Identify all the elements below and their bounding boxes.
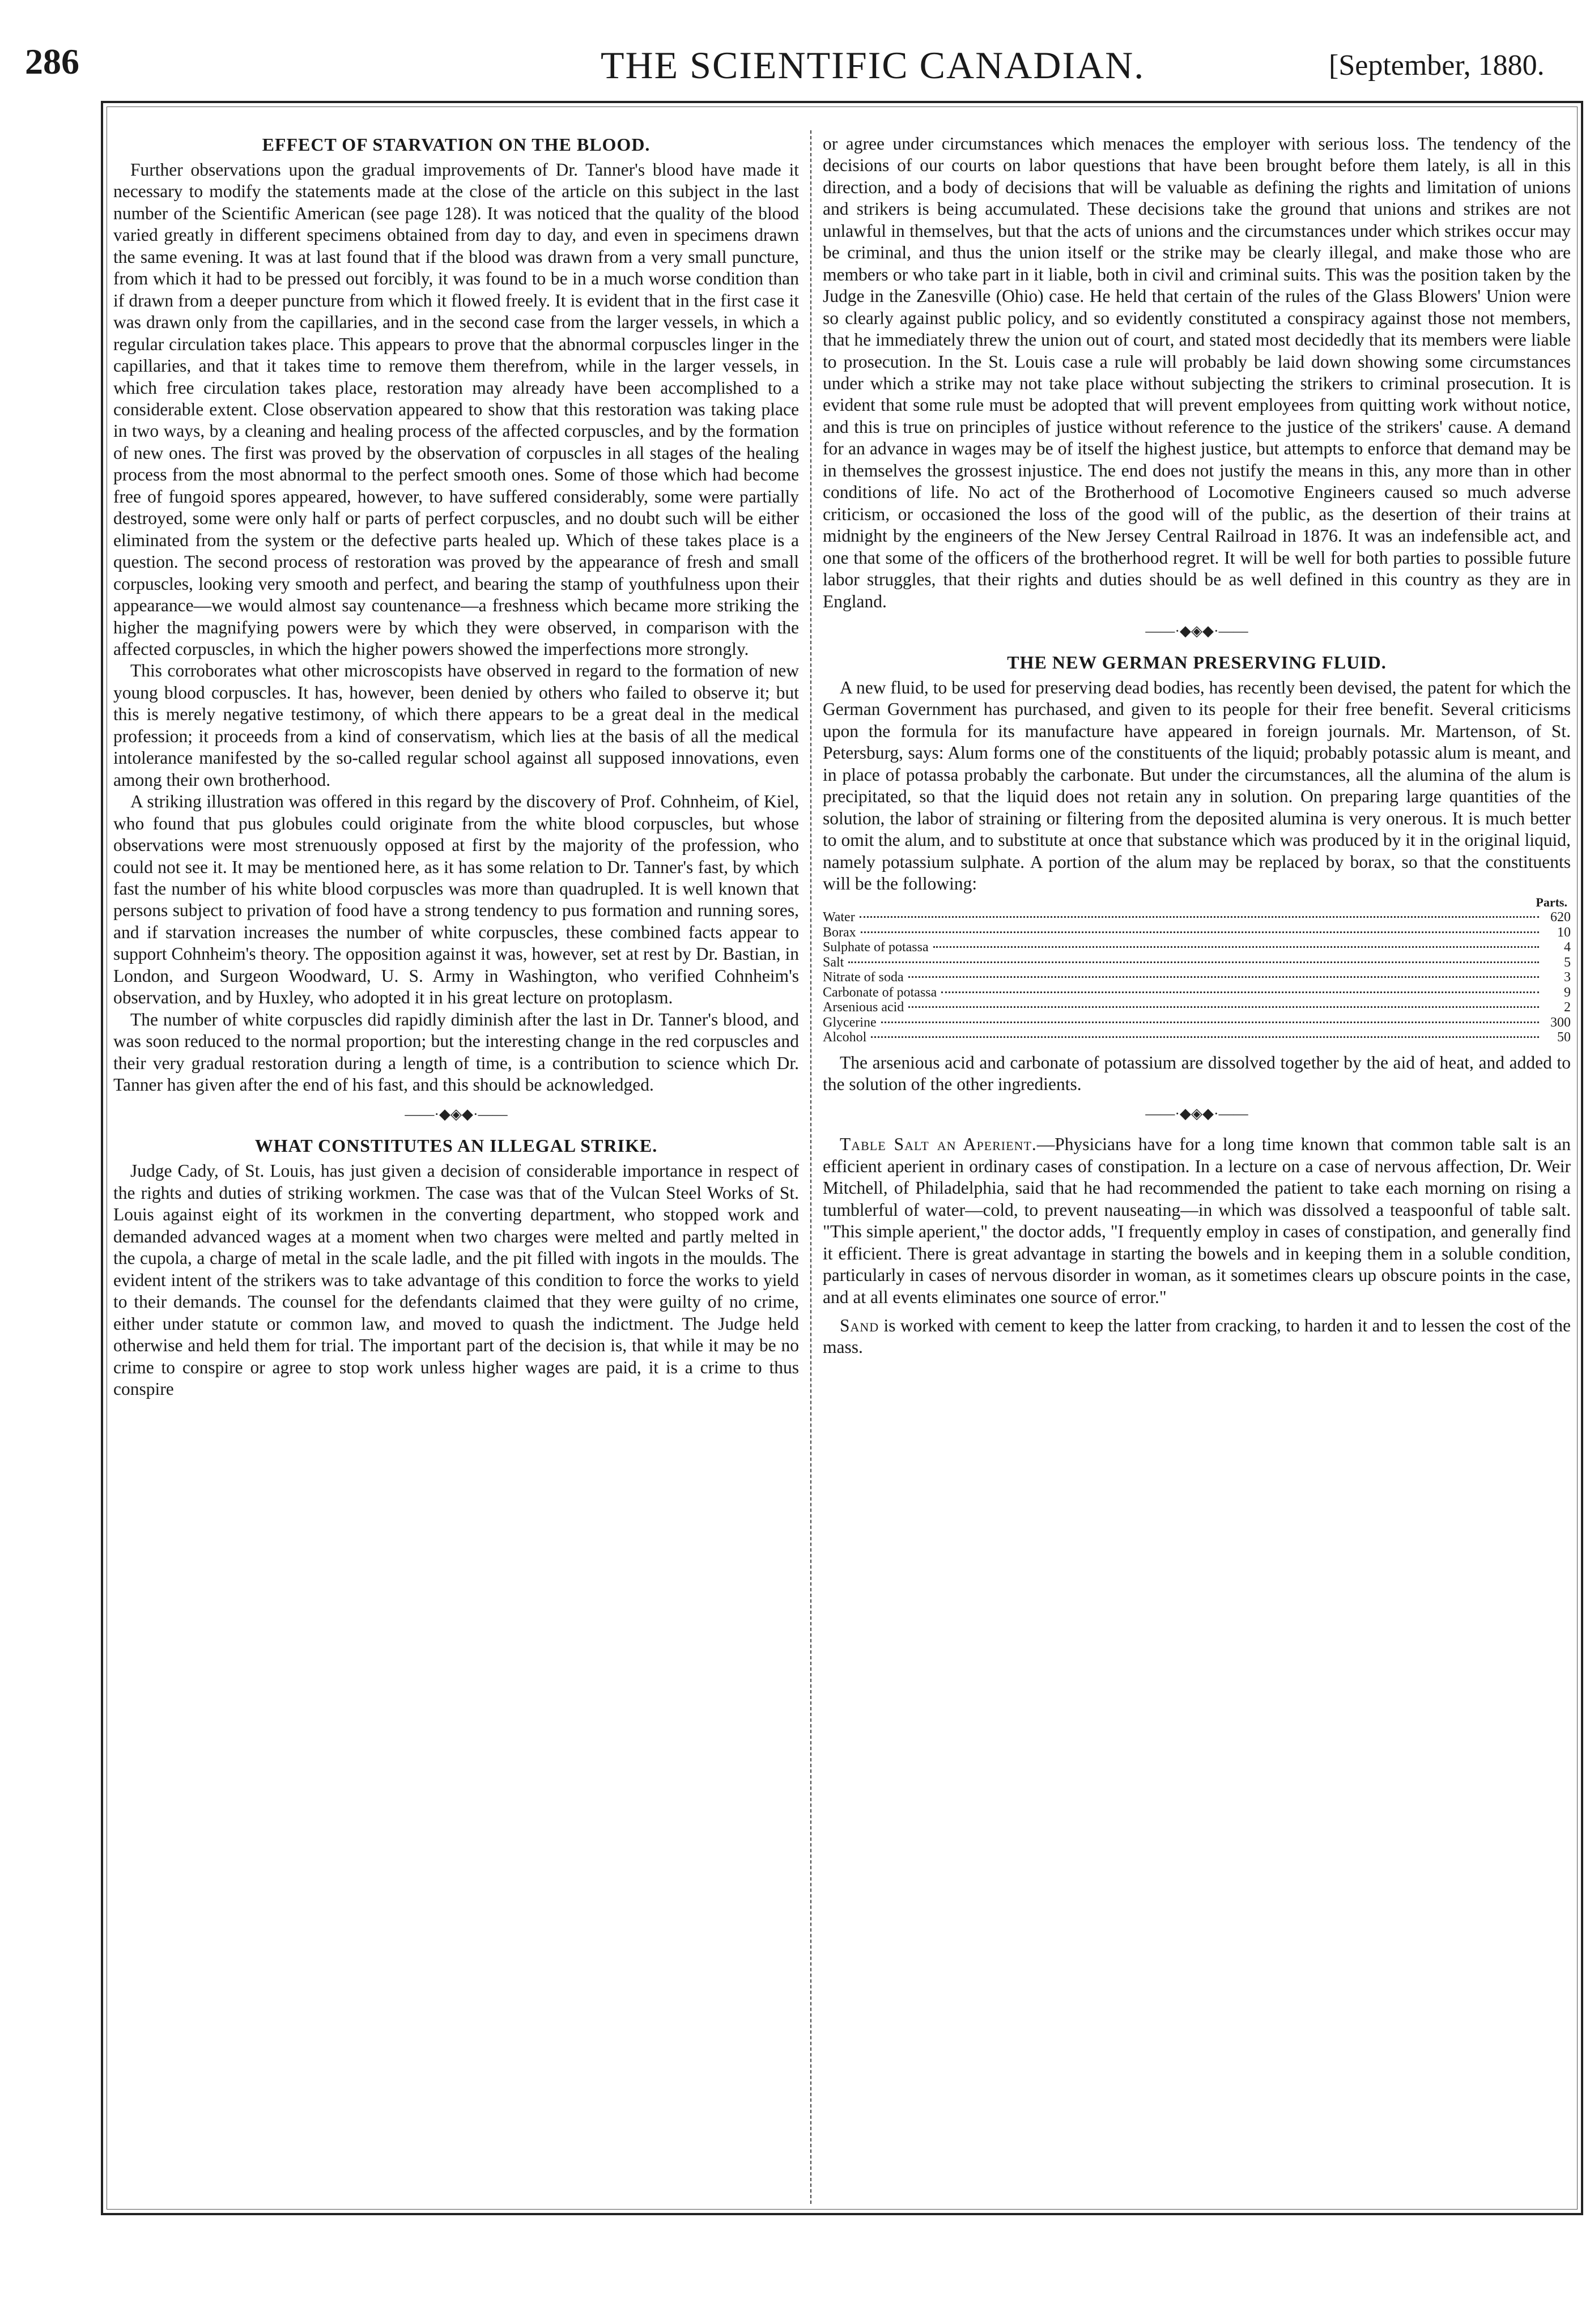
article-paragraph: Judge Cady, of St. Louis, has just given a decision of considerable importance in respect of the rights and duties of striking workmen. The case was that of the Vulcan Steel Works of St. Louis against eight of its workmen in the converting department, who stopped work and demanded advanced wages at a moment when two charges were melted and partly melted in the cupola, a charge of metal in the scale ladle, and the pit filled with ingots in the moulds. The evident intent of the strikers was to take advantage of this condition to force the works to yield to their demands. The counsel for the defendants claimed that they were guilty of no crime, either under statute or common law, and moved to quash the indictment. The Judge held otherwise and held them for trial. The important part of the decision is, that while it may be no crime to conspire or agree to stop work unless higher wages are paid, it is a crime to thus conspire: [113, 1161, 799, 1399]
ingredient-row: [823, 955, 1571, 971]
page-header: [0, 0, 1590, 113]
leader-dots: [933, 946, 1539, 948]
ingredient-row: [823, 985, 1571, 1001]
article-table-salt: [823, 1134, 1571, 1308]
article-paragraph: Further observations upon the gradual improvements of Dr. Tanner's blood have made it necessary to modify the statements made at the close of the article on this subject in the last number of the Scientific American (see page 128). It was noticed that the quality of the blood varied greatly in different specimens obtained from day to day, and even in specimens drawn the same evening. It was at last found that if the blood was drawn from a very small puncture, from which it had to be pressed out forcibly, it was found to be in a much worse condition than if drawn from a deeper puncture from which it flowed freely. It is evident that in the first case it was drawn only from the capillaries, and in the second case from the larger vessels, in which a regular circulation takes place. This appears to prove that the abnormal corpuscles linger in the capillaries, and that it takes time to remove them therefrom, while in the larger vessels, in which free circulation takes place, restoration may already have been accomplished to a considerable extent. Close observation appeared to show that this restoration was taking place in two ways, by a cleaning and healing process of the affected corpuscles, and by the formation of new ones. The first was proved by the observation of corpuscles in all stages of the healing process from the most abnormal to the perfect smooth ones. Some of those which had become free of fungoid spores appeared, however, to have suffered considerably, some were partially destroyed, some were only half or parts of perfect corpuscles, and no doubt such will be either eliminated from the system or the defective parts healed up. Which of these takes place is a question. The second process of restoration was proved by the appearance of fresh and small corpuscles, looking very smooth and perfect, and bearing the stamp of youthfulness upon their appearance—we would almost say countenance—a freshness which became more striking the higher the magnifying powers were by which they were observed, in comparison with the affected corpuscles, in which the higher powers showed the imperfections more strongly.: [113, 160, 799, 659]
article-title: WHAT CONSTITUTES AN ILLEGAL STRIKE.: [254, 1135, 658, 1156]
article-paragraph: A new fluid, to be used for preserving dead bodies, has recently been devised, the patent for which the German Government has purchased, and given to its people for their free benefit. Several criticisms upon the formula for its manufacture have appeared in foreign journals. Mr. Martenson, of St. Petersburg, says: Alum forms one of the constituents of the liquid; probably potassic alum is meant, and in place of potassa probably the carbonate. But under the circumstances, all the alumina of the alum is precipitated, so that the liquid does not retain any in solution. On preparing large quantities of the solution, the labor of straining or filtering from the deposited alumina is very onerous. It is much better to omit the alum, and to substitute at once that substance which was produced by it in the original liquid, namely potassium sulphate. A portion of the alum may be replaced by borax, so that the constituents will be the following:: [823, 677, 1571, 894]
leader-dots: [871, 1036, 1539, 1038]
article-paragraph: This corroborates what other microscopists have observed in regard to the formation of new young blood corpuscles. It has, however, been denied by others who failed to observe it; but this is merely negative testimony, of which there appears to be a great deal in the medical profession; it proceeds from a kind of conservatism, which lies at the basis of all the medical intolerance manifested by the so-called regular school against all supposed innovations, even among their own brotherhood.: [113, 661, 799, 790]
ingredient-parts: 3: [1564, 970, 1571, 985]
ingredient-name: Salt: [823, 955, 844, 970]
ingredient-parts: 10: [1557, 925, 1571, 940]
ingredient-name: Arsenious acid: [823, 1000, 904, 1015]
ingredient-parts: 9: [1564, 985, 1571, 1000]
ingredient-name: Glycerine: [823, 1015, 877, 1030]
paragraph-text: —Physicians have for a long time known that common table salt is an efficient aperient in ordinary cases of constipation. In a lecture on a case of nervous affection, Dr. Weir Mitchell, of Philadelphia, said that he had recommended the patient to take each morning on rising a tumblerful of water—cold, to prevent nauseating—in which was dissolved a teaspoonful of table salt. "This simple aperient," the doctor adds, "I frequently employ in cases of constipation, and generally find it efficient. There is great advantage in starting the bowels and in keeping them in a soluble condition, particularly in cases of nervous disorder in woman, as it sometimes clears up obscure points in the case, and at all events eliminates one source of error.": [823, 1134, 1571, 1307]
ingredient-row: [823, 925, 1571, 940]
issue-date: [September, 1880.: [1329, 49, 1545, 82]
section-divider: ——·◆◈◆·——: [1145, 622, 1248, 639]
ingredient-row: [823, 910, 1571, 925]
column-divider: [810, 130, 811, 2204]
article-sand: [823, 1315, 1571, 1359]
table-header: Parts.: [1536, 895, 1567, 909]
article-paragraph: A striking illustration was offered in this regard by the discovery of Prof. Cohnheim, of Kiel, who found that pus globules could originate from the white blood corpuscles, but whose observations were most strenuously opposed at first by the majority of the profession, who could not see it. It may be mentioned here, as it has some relation to Dr. Tanner's fast, by which fast the number of his white blood corpuscles was more than quadrupled. It is well known that persons subject to privation of food have a strong tendency to pus formation and running sores, and if starvation increases the number of white corpuscles, these combined facts appear to support Cohnheim's theory. The opposition against it was, however, set at rest by Dr. Bastian, in London, and Surgeon Woodward, U. S. Army in Washington, who verified Cohnheim's observation, and by Huxley, who adopted it in his great lecture on protoplasm.: [113, 791, 799, 1008]
ingredient-name: Sulphate of potassa: [823, 940, 929, 955]
ingredient-row: [823, 940, 1571, 955]
article-title: EFFECT OF STARVATION ON THE BLOOD.: [262, 134, 651, 155]
ingredients-table: [823, 895, 1571, 1045]
ingredient-name: Nitrate of soda: [823, 970, 904, 985]
ingredient-parts: 620: [1550, 910, 1571, 925]
article-title: THE NEW GERMAN PRESERVING FLUID.: [1007, 652, 1387, 672]
ingredient-parts: 5: [1564, 955, 1571, 970]
ingredient-name: Water: [823, 910, 855, 925]
ingredient-name: Alcohol: [823, 1030, 867, 1045]
ingredient-name: Borax: [823, 925, 856, 940]
article-paragraph: The number of white corpuscles did rapidly diminish after the last in Dr. Tanner's blood, and was soon reduced to the normal proportion; but the interesting change in the red corpuscles and their very gradual restoration during a length of time, is a contribution to science which Dr. Tanner has given after the end of his fast, and this should be acknowledged.: [113, 1009, 799, 1095]
journal-title: THE SCIENTIFIC CANADIAN.: [601, 44, 1145, 87]
ingredient-parts: 300: [1550, 1015, 1571, 1030]
ingredient-name: Carbonate of potassa: [823, 985, 937, 1000]
leader-dots: [941, 991, 1539, 993]
article-illegal-strike: [113, 1134, 799, 1400]
ingredient-parts: 4: [1564, 940, 1571, 955]
leader-dots: [908, 976, 1539, 978]
article-starvation: [113, 133, 799, 1096]
leader-dots: [861, 931, 1539, 933]
paragraph-lead: Sand: [840, 1316, 879, 1336]
article-preserving-fluid: [823, 651, 1571, 1095]
leader-dots: [848, 961, 1539, 963]
leader-dots: [860, 916, 1539, 918]
ingredient-parts: 50: [1557, 1030, 1571, 1045]
page-number: 286: [25, 41, 79, 82]
ingredient-row: [823, 1000, 1571, 1015]
leader-dots: [881, 1021, 1539, 1023]
leader-dots: [908, 1006, 1539, 1008]
paragraph-text: is worked with cement to keep the latter from cracking, to harden it and to lessen the cost of the mass.: [823, 1316, 1571, 1357]
ingredient-row: [823, 1030, 1571, 1045]
ingredient-parts: 2: [1564, 1000, 1571, 1015]
ingredient-row: [823, 1015, 1571, 1031]
article-paragraph: The arsenious acid and carbonate of potassium are dissolved together by the aid of heat, and added to the solution of the other ingredients.: [823, 1052, 1571, 1094]
left-column: [113, 133, 799, 2184]
section-divider: ——·◆◈◆·——: [405, 1106, 508, 1123]
section-divider: ——·◆◈◆·——: [1145, 1105, 1248, 1122]
paragraph-lead: Table Salt an Aperient.: [840, 1134, 1037, 1155]
right-column: [823, 133, 1571, 2207]
ingredient-row: [823, 970, 1571, 985]
article-continuation: or agree under circumstances which menaces the employer with serious loss. The tendency of the decisions of our courts on labor questions that have been brought before them lately, is all in this direction, and a body of decisions that will be valuable as defining the rights and limitation of unions and strikers is being accumulated. These decisions take the ground that unions and strikes are not unlawful in themselves, but that the acts of unions and the circumstances under which strikes occur may be criminal, and thus the union itself or the strike may be clearly illegal, and make those who are members or who take part in it liable, both in civil and criminal suits. This was the position taken by the Judge in the Zanesville (Ohio) case. He held that certain of the rules of the Glass Blowers' Union were so clearly against public policy, and so evidently constituted a conspiracy against those not members, that he immediately threw the union out of court, and stated most decidedly that its members were liable to prosecution. In the St. Louis case a rule will probably be laid down showing some circumstances under which a strike may not take place without subjecting the strikers to criminal prosecution. It is evident that some rule must be adopted that will prevent employees from quitting work without notice, and this is true on principles of justice without reference to the justice of the strikers' cause. A demand for an advance in wages may be of itself the highest justice, but attempts to enforce that demand may be in themselves the grossest injustice. The end does not justify the means in this, any more than in other conditions of life. No act of the Brotherhood of Locomotive Engineers caused so much adverse criticism, or occasioned the loss of the good will of the public, as the desertion of their trains at midnight by the engineers of the New Jersey Central Railroad in 1876. It was an indefensible act, and one that some of the officers of the brotherhood regret. It will be well for both parties to possible future labor struggles, that their rights and duties should be as well defined in this country as they are in England.: [823, 134, 1571, 611]
